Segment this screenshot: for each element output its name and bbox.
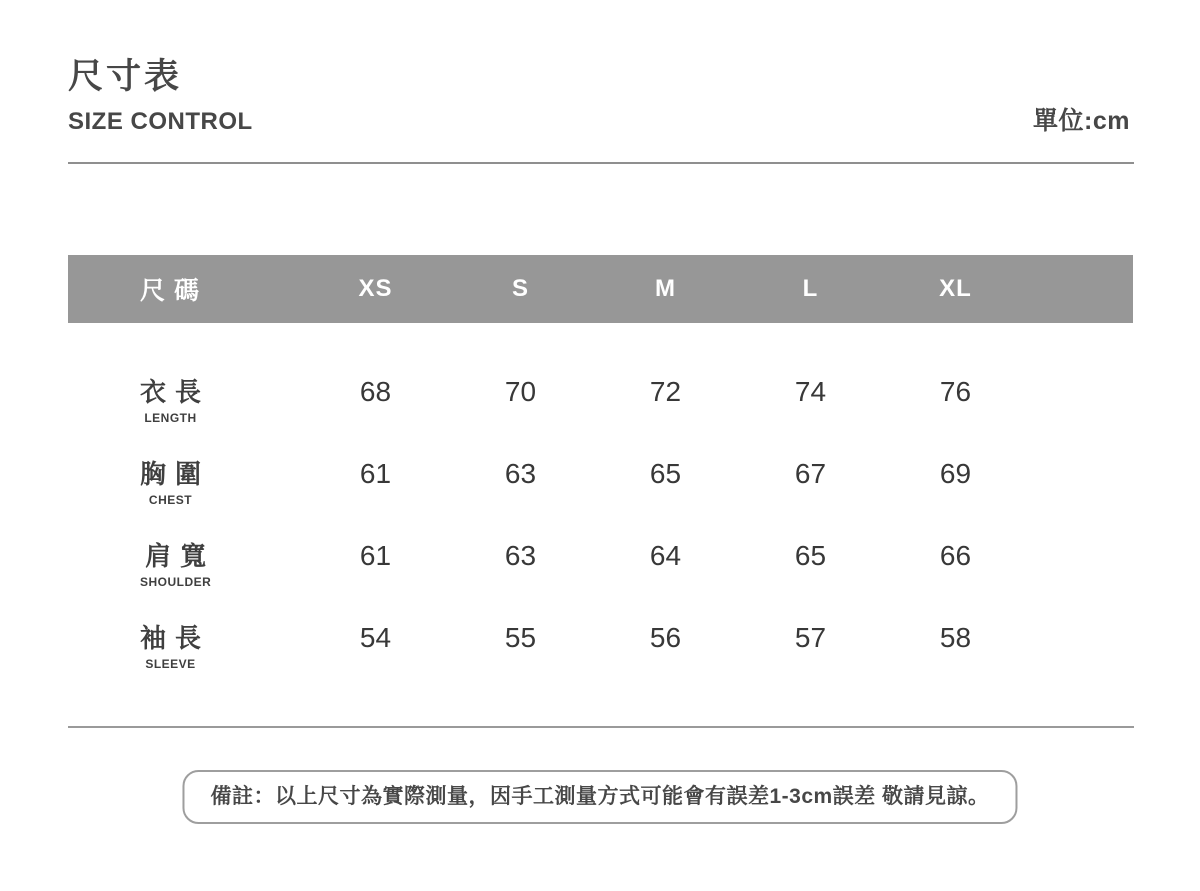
value-cell: 61 xyxy=(359,458,392,489)
value-cell: 55 xyxy=(504,622,537,653)
size-table-body xyxy=(68,351,1133,679)
value-cell: 64 xyxy=(649,540,682,571)
page-title: 尺寸表 xyxy=(68,57,183,96)
value-cell: 54 xyxy=(359,622,392,653)
table-row-sleeve xyxy=(68,597,1133,679)
value-cell: 72 xyxy=(649,376,682,407)
size-header-xl: XL xyxy=(939,275,972,302)
row-label-zh: 袖長 xyxy=(140,623,211,653)
value-cell: 65 xyxy=(794,540,827,571)
size-header-m: M xyxy=(655,275,676,302)
note-text: 備註：以上尺寸為實際測量，因手工測量方式可能會有誤差1-3cm誤差 敬請見諒。 xyxy=(210,785,990,808)
page-subtitle: SIZE CONTROL xyxy=(68,108,253,135)
table-row-length xyxy=(68,351,1133,433)
size-header-l: L xyxy=(802,275,819,302)
row-label xyxy=(140,623,210,671)
row-label xyxy=(140,459,210,507)
row-label-en: SHOULDER xyxy=(140,575,212,589)
row-label xyxy=(140,377,210,425)
table-row-shoulder xyxy=(68,515,1133,597)
row-label-zh: 衣長 xyxy=(140,377,211,407)
size-header-s: S xyxy=(511,275,529,302)
value-cell: 63 xyxy=(504,540,537,571)
size-header-xs: XS xyxy=(358,275,393,302)
row-label-zh: 肩寬 xyxy=(145,541,216,571)
unit-label: 單位:cm xyxy=(1033,107,1130,135)
bottom-divider xyxy=(68,726,1134,728)
top-divider xyxy=(68,162,1134,164)
value-cell: 61 xyxy=(359,540,392,571)
row-label-en: CHEST xyxy=(148,493,193,507)
value-cell: 76 xyxy=(939,376,972,407)
value-cell: 69 xyxy=(939,458,972,489)
size-table-header xyxy=(68,255,1133,323)
value-cell: 56 xyxy=(649,622,682,653)
size-table xyxy=(68,255,1133,679)
row-label-en: SLEEVE xyxy=(145,657,196,671)
row-label-zh: 胸圍 xyxy=(140,459,211,489)
size-column-label: 尺碼 xyxy=(140,277,209,305)
value-cell: 66 xyxy=(939,540,972,571)
value-cell: 63 xyxy=(504,458,537,489)
note-box xyxy=(182,770,1017,824)
value-cell: 67 xyxy=(794,458,827,489)
value-cell: 58 xyxy=(939,622,972,653)
table-row-chest xyxy=(68,433,1133,515)
value-cell: 68 xyxy=(359,376,392,407)
row-label xyxy=(140,541,220,589)
row-label-en: LENGTH xyxy=(144,411,197,425)
value-cell: 70 xyxy=(504,376,537,407)
value-cell: 57 xyxy=(794,622,827,653)
page-header xyxy=(68,54,253,136)
value-cell: 65 xyxy=(649,458,682,489)
value-cell: 74 xyxy=(794,376,827,407)
